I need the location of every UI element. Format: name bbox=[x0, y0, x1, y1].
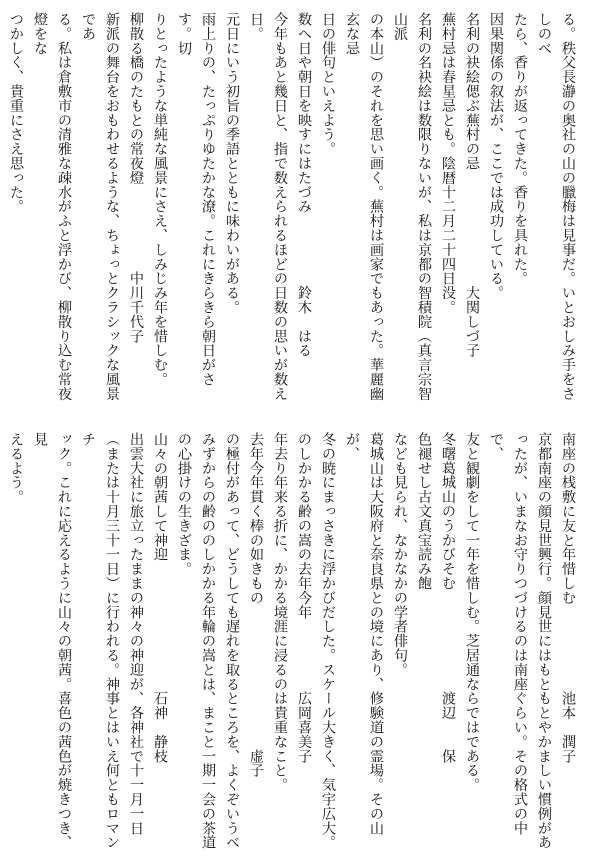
top-text-block: る。秩父長瀞の奥社の山の臘梅は見事だ。いとおしみ手をさしのべ たら、香りが返ってきた。香りを具れた。 因果関係の叙法が、ここでは成功している。 名利の袂絵偲ぶ蕪村の忌 大関しづ子 蕪村忌は春星忌とも。陰暦十二月二十四日没。 名利の名袂絵は数限りないが、私は京都の智積院（真言宗智山派 の本山）のそれを思い画く。蕪村は画家でもあった。華麗幽玄な忌 日の俳句といえよう。 数へ日や朝日を映すにはたづみ 鈴木 はる 今年もあと幾日と、指で数えられるほどの日数の思いが数え日。 元日にいう初旨の季語とともに味わいがある。 雨上りの、たっぷりゆたかな潦。これにきらきら朝日がさす。切 りとったような単純な風景にさえ、しみじみ年を惜しむ。 柳散る橋のたもとの常夜燈 中川千代子 新派の舞台をおもわせるような、ちょっとクラシックな風景であ る。私は倉敷市の清雅な疎水がふと浮かび、柳散り込む常夜燈をな つかしく、貴重にさえ思った。 bbox=[8, 12, 576, 401]
bottom-text-block: 南座の桟敷に友と年惜しむ 池本 潤子 京都南座の顔見世興行。顔見世にはもともとやかましい慣例があ ったが、いまなお守りつづけるのは南座ぐらい。その格式の中で、 友と観劇をして一年を惜しむ。芝居通ならではである。 冬曙葛城山のうかびそむ 渡辺 保 色褪せし古文真宝読み飽 なども見られ、なかなかの学者俳句。 葛城山は大阪府と奈良県との境にあり、修験道の霊場。その山が、 冬の暁にまっさきに浮かびだした。スケール大きく、気宇広大。 のしかかる齢の嵩の去年今年 広岡喜美子 年去り年来る折に、かかる境涯に浸るのは貴重なこと。 去年今年貫く棒の如きもの 虚子 の極付があって、どうしても遅れを取るところを、よくぞいうべ みずからの齢ののしかかる年輪の嵩とは、まこと一期一会の茶道 の心掛けの生きざま。 山々の朝茜して神迎 石神 静枝 出雲大社に旅立ったままの神々の神迎が、各神社で十一月一日 （または十月三十一日）に行われる。神事とはいえ何ともロマンチ ック。これに応えるように山々の朝茜。喜色の茜色が焼きつき、見 えるよう。 bbox=[8, 432, 576, 850]
